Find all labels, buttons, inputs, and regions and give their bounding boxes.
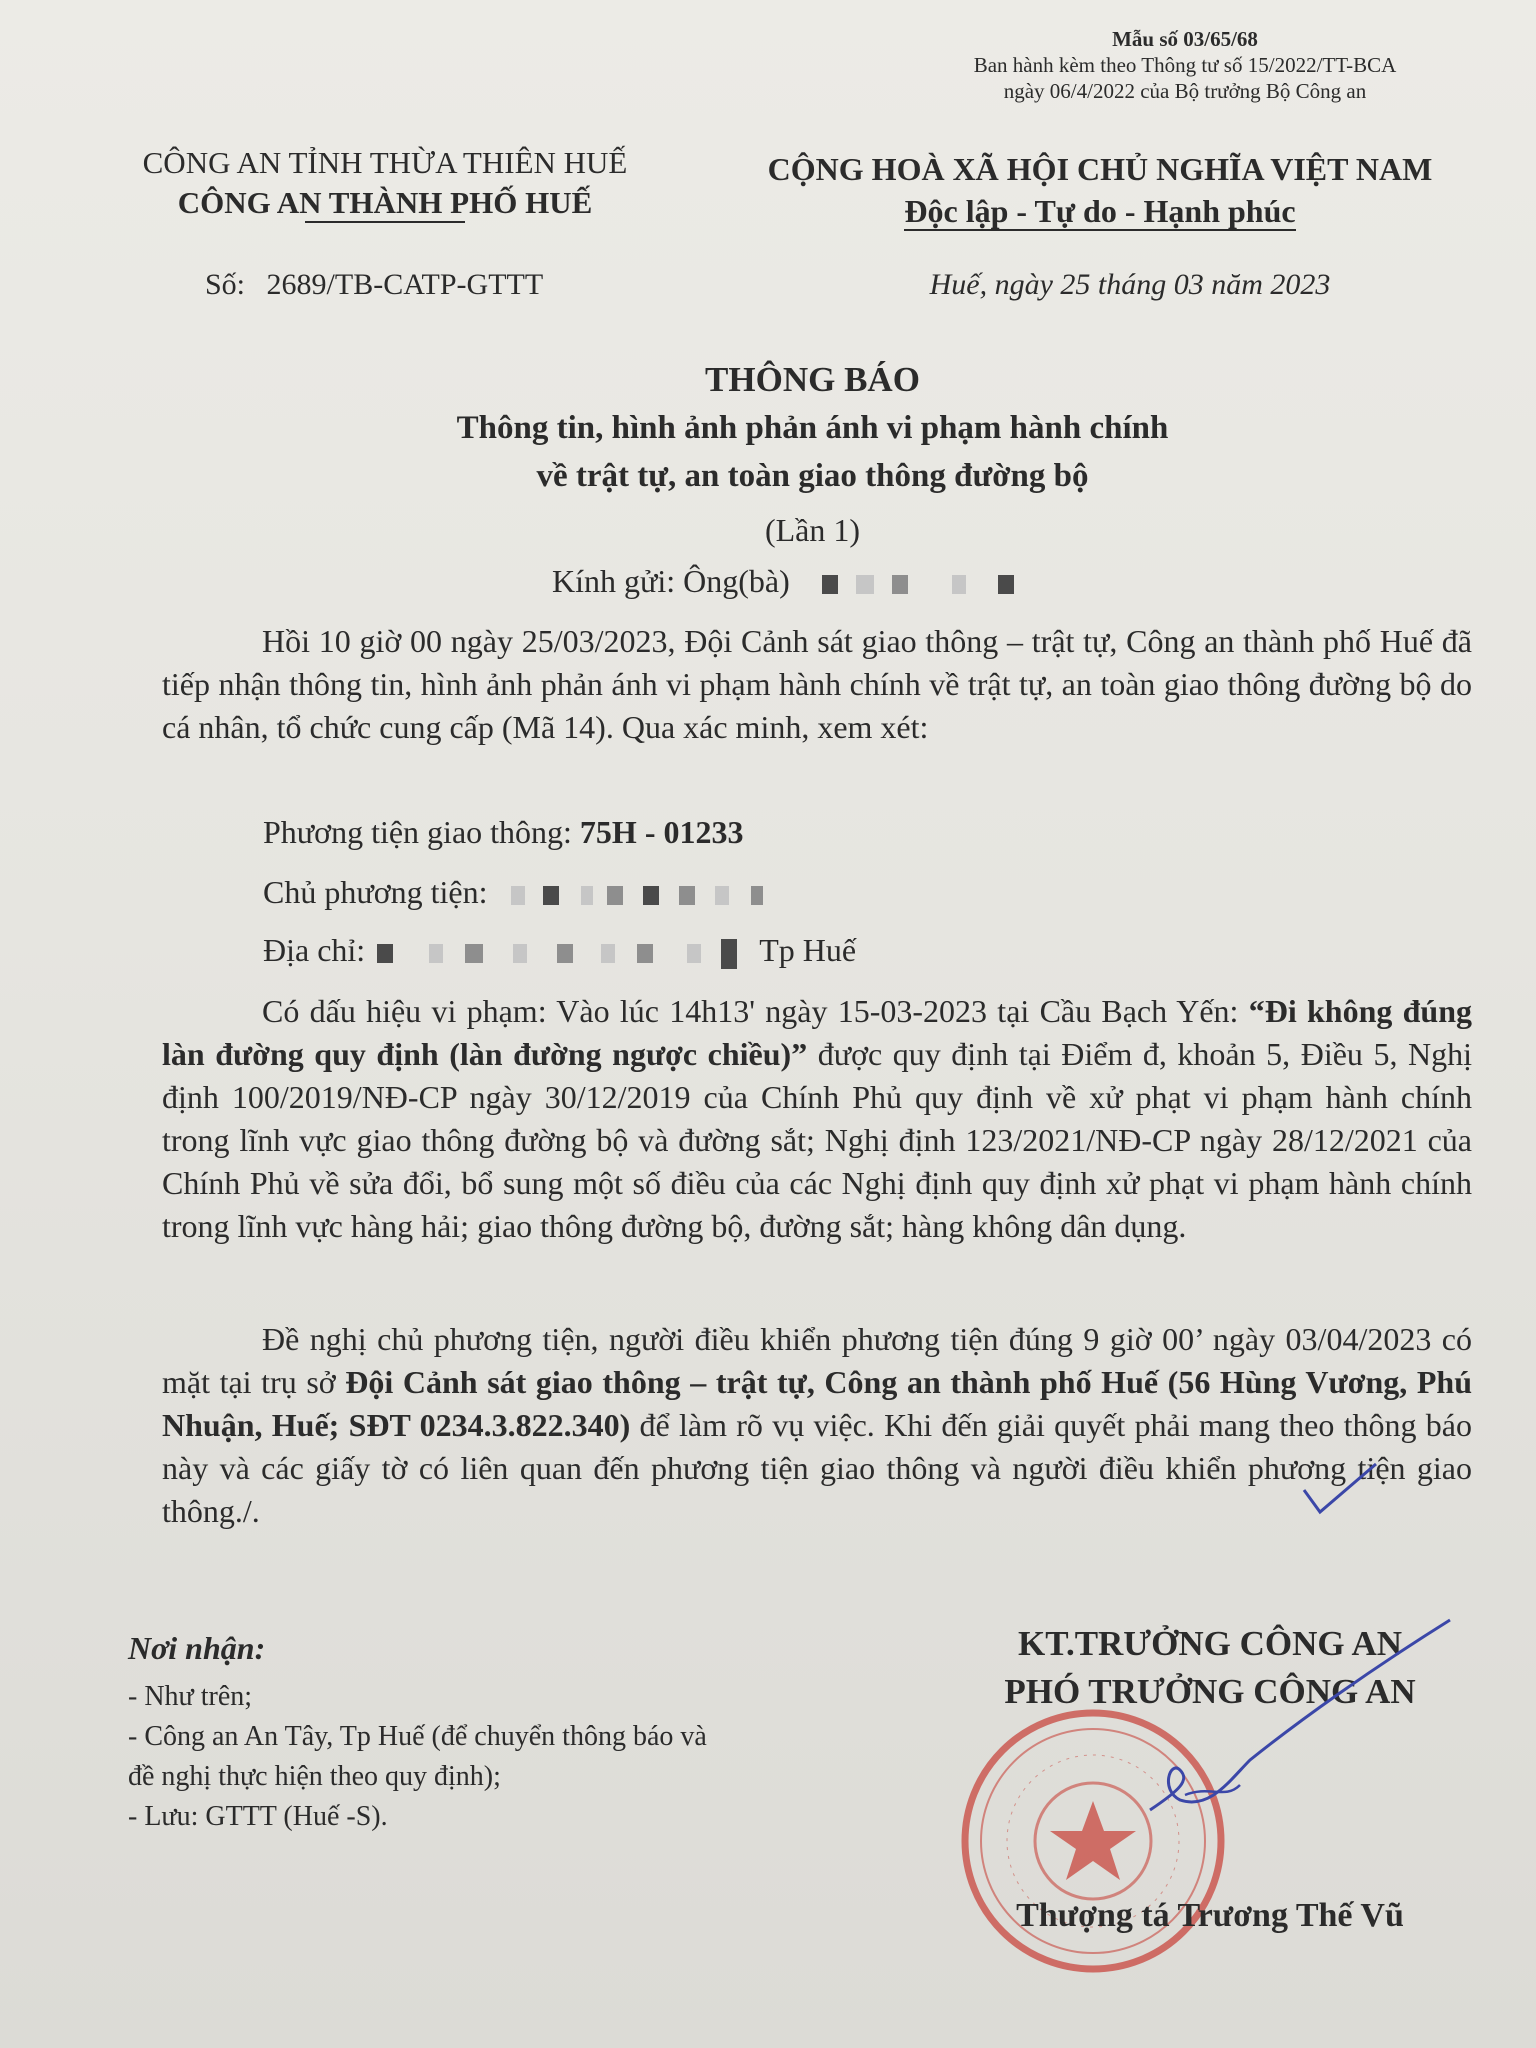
check-mark <box>1300 1460 1380 1520</box>
request-office: Đội Cảnh sát giao thông – trật tự, Công an thành phố Huế (56 Hùng Vương, Phú Nhuận, Huế; SĐT 0234.3.822.340) <box>162 1364 1473 1443</box>
signature-line-1: KT.TRƯỞNG CÔNG AN <box>1017 1624 1403 1663</box>
request-intro: Đề nghị chủ phương tiện, người điều khiển phương tiện đúng 9 giờ 00’ ngày 03/04/2023 có mặt tại trụ sở <box>162 1321 1472 1400</box>
address-city: Tp Huế <box>759 932 857 968</box>
recipients-title: Nơi nhận: <box>128 1630 266 1666</box>
address-label: Địa chỉ: <box>263 932 366 968</box>
address-line <box>263 929 856 972</box>
signature-line-2: PHÓ TRƯỞNG CÔNG AN <box>1004 1672 1416 1711</box>
recipient-line <box>552 563 1014 600</box>
agency-parent: CÔNG AN TỈNH THỪA THIÊN HUẾ <box>142 145 628 180</box>
vehicle-plate: 75H - 01233 <box>579 814 744 850</box>
agency-header <box>90 143 680 223</box>
notice-subtitle-1: Thông tin, hình ảnh phản ánh vi phạm hành chính <box>456 410 1169 446</box>
recipient-item: đề nghị thực hiện theo quy định); <box>128 1761 501 1792</box>
form-code: Mẫu số 03/65/68 <box>1112 27 1258 51</box>
notice-heading: THÔNG BÁO <box>705 360 920 399</box>
vehicle-line <box>263 811 743 854</box>
attempt-number: (Lần 1) <box>764 512 861 548</box>
form-code-block <box>930 26 1440 104</box>
violation-legal-basis: được quy định tại Điểm đ, khoản 5, Điều 5, Nghị định 100/2019/NĐ-CP ngày 30/12/2019 của Chính Phủ quy định về xử phạt vi phạm hành chính trong lĩnh vực giao thông đường bộ và đường sắt; Nghị định 123/2021/NĐ-CP ngày 28/12/2021 của Chính Phủ về sửa đổi, bổ sung một số điều của các Nghị định quy định xử phạt vi phạm hành chính trong lĩnh vực hàng hải; giao thông đường bộ, đường sắt; hàng không dân dụng. <box>162 1036 1473 1244</box>
handwritten-signature <box>1140 1610 1470 1850</box>
recipient-item: - Công an An Tây, Tp Huế (để chuyển thông báo và <box>128 1721 707 1752</box>
owner-line <box>263 871 763 914</box>
intro-paragraph: Hồi 10 giờ 00 ngày 25/03/2023, Đội Cảnh sát giao thông – trật tự, Công an thành phố Huế đã tiếp nhận thông tin, hình ảnh phản ánh vi phạm hành chính về trật tự, an toàn giao thông đường bộ do cá nhân, tổ chức cung cấp (Mã 14). Qua xác minh, xem xét: <box>162 623 1472 745</box>
motto: Độc lập - Tự do - Hạnh phúc <box>904 193 1296 229</box>
agency-name: CÔNG AN THÀNH PHỐ HUẾ <box>177 185 593 220</box>
redacted-name <box>822 563 1014 599</box>
recipient-item: - Như trên; <box>128 1681 253 1712</box>
violation-description: “Đi không đúng làn đường quy định (làn đường ngược chiều)” <box>162 993 1473 1072</box>
place-date: Huế, ngày 25 tháng 03 năm 2023 <box>929 268 1331 301</box>
recipient-item: - Lưu: GTTT (Huế -S). <box>128 1801 388 1832</box>
vehicle-label: Phương tiện giao thông: <box>263 814 572 850</box>
owner-label: Chủ phương tiện: <box>263 874 488 910</box>
recipient-label: Kính gửi: Ông(bà) <box>552 563 790 599</box>
redacted-address <box>377 932 745 968</box>
request-paragraph <box>162 1318 1472 1533</box>
violation-intro: Có dấu hiệu vi phạm: Vào lúc 14h13' ngày 15-03-2023 tại Cầu Bạch Yến: <box>262 993 1239 1029</box>
country-name: CỘNG HOÀ XÃ HỘI CHỦ NGHĨA VIỆT NAM <box>767 151 1433 187</box>
form-note-1: Ban hành kèm theo Thông tư số 15/2022/TT-BCA <box>973 53 1397 77</box>
request-instructions: để làm rõ vụ việc. Khi đến giải quyết phải mang theo thông báo này và các giấy tờ có liên quan đến phương tiện giao thông và người điều khiển phương tiện giao thông./. <box>162 1407 1473 1529</box>
notice-title-block <box>300 356 1325 500</box>
redacted-owner <box>511 874 763 910</box>
violation-paragraph <box>162 990 1472 1248</box>
form-note-2: ngày 06/4/2022 của Bộ trưởng Bộ Công an <box>1003 79 1367 103</box>
number-label: Số: <box>205 268 246 301</box>
country-header <box>730 148 1470 232</box>
signer-name: Thượng tá Trương Thế Vũ <box>1016 1897 1404 1934</box>
document-number <box>205 268 543 302</box>
notice-subtitle-2: về trật tự, an toàn giao thông đường bộ <box>536 458 1089 494</box>
number-value: 2689/TB-CATP-GTTT <box>266 268 544 301</box>
